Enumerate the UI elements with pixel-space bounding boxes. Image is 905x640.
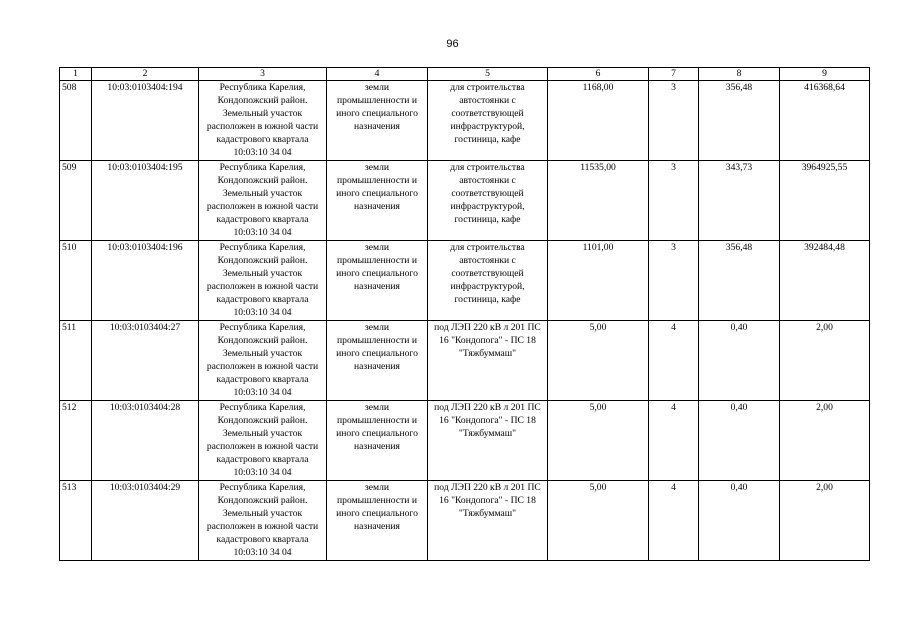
permitted-use-cell: для строительства автостоянки с соответствующей инфраструктурой, гостиница, кафе <box>428 241 548 321</box>
cadastral-number-cell: 10:03:0103404:28 <box>92 401 199 481</box>
area-cell: 11535,00 <box>548 161 649 241</box>
table-row <box>60 401 870 481</box>
area-cell: 1101,00 <box>548 241 649 321</box>
location-cell: Республика Карелия, Кондопожский район. Земельный участок расположен в южной части кадастрового квартала 10:03:10 34 04 <box>199 161 327 241</box>
permitted-use-cell: под ЛЭП 220 кВ л 201 ПС 16 "Кондопога" - ПС 18 "Тяжбуммаш" <box>428 481 548 561</box>
column-9-cell: 392484,48 <box>780 241 870 321</box>
column-header: 5 <box>428 68 548 81</box>
table-row <box>60 81 870 161</box>
column-7-cell: 4 <box>649 481 699 561</box>
cadastral-number-cell: 10:03:0103404:29 <box>92 481 199 561</box>
column-header: 8 <box>699 68 780 81</box>
column-header: 6 <box>548 68 649 81</box>
column-8-cell: 0,40 <box>699 481 780 561</box>
location-cell: Республика Карелия, Кондопожский район. Земельный участок расположен в южной части кадастрового квартала 10:03:10 34 04 <box>199 241 327 321</box>
cadastral-number-cell: 10:03:0103404:196 <box>92 241 199 321</box>
column-9-cell: 2,00 <box>780 481 870 561</box>
row-number-cell: 511 <box>60 321 92 401</box>
land-category-cell: земли промышленности и иного специального назначения <box>327 81 428 161</box>
column-7-cell: 4 <box>649 401 699 481</box>
column-header: 1 <box>60 68 92 81</box>
column-8-cell: 356,48 <box>699 241 780 321</box>
table-row <box>60 321 870 401</box>
column-9-cell: 2,00 <box>780 321 870 401</box>
location-cell: Республика Карелия, Кондопожский район. Земельный участок расположен в южной части кадастрового квартала 10:03:10 34 04 <box>199 81 327 161</box>
land-category-cell: земли промышленности и иного специального назначения <box>327 481 428 561</box>
column-8-cell: 0,40 <box>699 401 780 481</box>
column-7-cell: 3 <box>649 241 699 321</box>
area-cell: 1168,00 <box>548 81 649 161</box>
table-row <box>60 161 870 241</box>
land-plots-table <box>59 67 870 561</box>
area-cell: 5,00 <box>548 321 649 401</box>
area-cell: 5,00 <box>548 481 649 561</box>
column-header: 7 <box>649 68 699 81</box>
land-category-cell: земли промышленности и иного специального назначения <box>327 401 428 481</box>
page-number: 96 <box>446 38 459 50</box>
land-category-cell: земли промышленности и иного специального назначения <box>327 241 428 321</box>
column-8-cell: 356,48 <box>699 81 780 161</box>
column-7-cell: 3 <box>649 161 699 241</box>
cadastral-number-cell: 10:03:0103404:194 <box>92 81 199 161</box>
column-8-cell: 343,73 <box>699 161 780 241</box>
column-header: 4 <box>327 68 428 81</box>
column-header: 2 <box>92 68 199 81</box>
cadastral-number-cell: 10:03:0103404:27 <box>92 321 199 401</box>
row-number-cell: 513 <box>60 481 92 561</box>
permitted-use-cell: под ЛЭП 220 кВ л 201 ПС 16 "Кондопога" - ПС 18 "Тяжбуммаш" <box>428 401 548 481</box>
column-number-row <box>60 68 870 81</box>
column-7-cell: 4 <box>649 321 699 401</box>
row-number-cell: 512 <box>60 401 92 481</box>
permitted-use-cell: для строительства автостоянки с соответствующей инфраструктурой, гостиница, кафе <box>428 81 548 161</box>
column-header: 3 <box>199 68 327 81</box>
land-category-cell: земли промышленности и иного специального назначения <box>327 161 428 241</box>
land-category-cell: земли промышленности и иного специального назначения <box>327 321 428 401</box>
location-cell: Республика Карелия, Кондопожский район. Земельный участок расположен в южной части кадастрового квартала 10:03:10 34 04 <box>199 481 327 561</box>
permitted-use-cell: под ЛЭП 220 кВ л 201 ПС 16 "Кондопога" - ПС 18 "Тяжбуммаш" <box>428 321 548 401</box>
table-row <box>60 481 870 561</box>
cadastral-number-cell: 10:03:0103404:195 <box>92 161 199 241</box>
column-9-cell: 416368,64 <box>780 81 870 161</box>
column-9-cell: 3964925,55 <box>780 161 870 241</box>
row-number-cell: 509 <box>60 161 92 241</box>
column-header: 9 <box>780 68 870 81</box>
row-number-cell: 508 <box>60 81 92 161</box>
column-7-cell: 3 <box>649 81 699 161</box>
column-8-cell: 0,40 <box>699 321 780 401</box>
column-9-cell: 2,00 <box>780 401 870 481</box>
location-cell: Республика Карелия, Кондопожский район. Земельный участок расположен в южной части кадастрового квартала 10:03:10 34 04 <box>199 401 327 481</box>
permitted-use-cell: для строительства автостоянки с соответствующей инфраструктурой, гостиница, кафе <box>428 161 548 241</box>
area-cell: 5,00 <box>548 401 649 481</box>
location-cell: Республика Карелия, Кондопожский район. Земельный участок расположен в южной части кадастрового квартала 10:03:10 34 04 <box>199 321 327 401</box>
row-number-cell: 510 <box>60 241 92 321</box>
table-row <box>60 241 870 321</box>
